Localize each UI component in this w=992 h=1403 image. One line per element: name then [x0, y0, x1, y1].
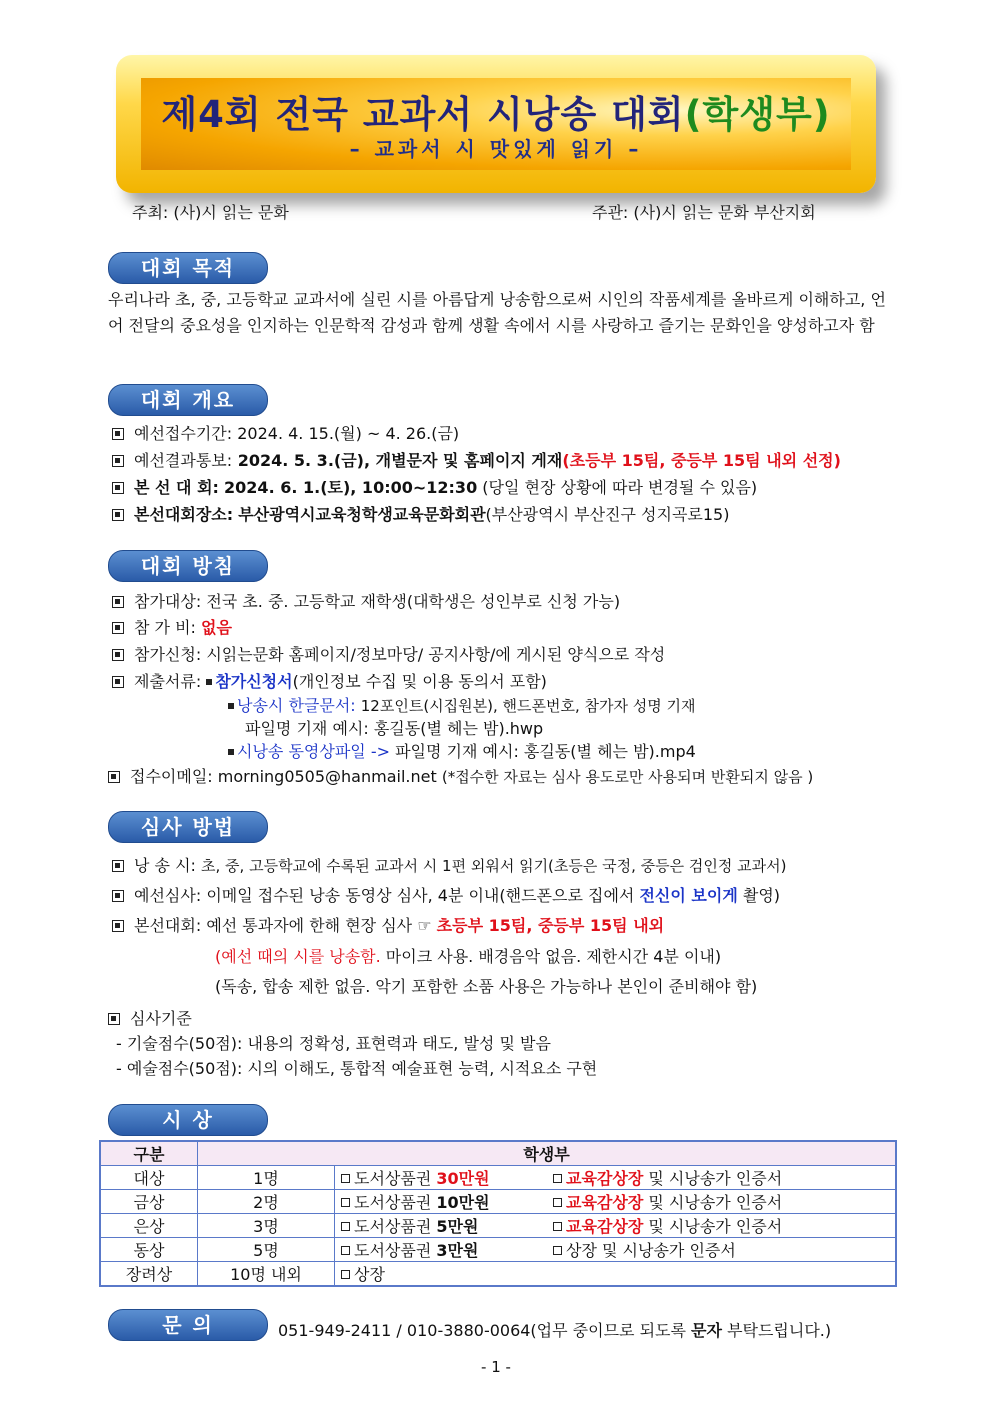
square-outline-bullet-icon: [341, 1246, 350, 1255]
checkbox-bullet-icon: [112, 649, 124, 661]
column-header: 학생부: [198, 1141, 897, 1166]
award-count: 1명: [198, 1166, 335, 1190]
policy-apply: 참가신청: 시읽는문화 홈페이지/정보마당/ 공지사항/에 게시된 양식으로 작성: [112, 644, 665, 666]
page-number: - 1 -: [481, 1358, 511, 1376]
supervisor-text: 주관: (사)시 읽는 문화 부산지회: [592, 203, 816, 222]
award-name: 대상: [100, 1166, 198, 1190]
award-prize: 도서상품권 30만원: [335, 1166, 548, 1190]
policy-email: 접수이메일: morning0505@hanmail.net (*접수한 자료는 심사 용도로만 사용되며 반환되지 않음 ): [108, 766, 813, 788]
table-row: [100, 1190, 896, 1214]
contact-heading: 문 의: [108, 1309, 268, 1341]
judging-criteria-art: - 예술점수(50점): 시의 이해도, 통합적 예술표현 능력, 시적요소 구현: [116, 1059, 598, 1078]
checkbox-bullet-icon: [108, 1013, 120, 1025]
square-outline-bullet-icon: [341, 1222, 350, 1231]
judging-prelim: 예선심사: 이메일 접수된 낭송 동영상 심사, 4분 이내(핸드폰으로 집에서 전신이 보이게 촬영): [112, 885, 780, 907]
overview-item: 예선접수기간: 2024. 4. 15.(월) ~ 4. 26.(금): [112, 423, 459, 445]
judging-poem: 낭 송 시: 초, 중, 고등학교에 수록된 교과서 시 1편 외워서 읽기(초등은 국정, 중등은 검인정 교과서): [112, 855, 786, 877]
checkbox-bullet-icon: [112, 860, 124, 872]
checkbox-bullet-icon: [112, 622, 124, 634]
award-certificate: 교육감상장 및 시낭송가 인증서: [547, 1190, 896, 1214]
square-outline-bullet-icon: [553, 1174, 562, 1183]
title-category: (학생부): [684, 93, 831, 136]
award-prize: 도서상품권 10만원: [335, 1190, 548, 1214]
policy-target: 참가대상: 전국 초. 중. 고등학교 재학생(대학생은 성인부로 신청 가능): [112, 591, 620, 613]
policy-doc3: 시낭송 동영상파일 -> 파일명 기재 예시: 홍길동(별 헤는 밤).mp4: [228, 741, 696, 763]
award-count: 3명: [198, 1214, 335, 1238]
table-row: [100, 1214, 896, 1238]
checkbox-bullet-icon: [108, 771, 120, 783]
award-name: 금상: [100, 1190, 198, 1214]
judging-final: 본선대회: 예선 통과자에 한해 현장 심사 ☞ 초등부 15팀, 중등부 15팀 내외: [112, 915, 664, 937]
policy-doc2-example: 파일명 기재 예시: 홍길동(별 헤는 밤).hwp: [245, 719, 544, 738]
square-outline-bullet-icon: [553, 1198, 562, 1207]
checkbox-bullet-icon: [112, 596, 124, 608]
award-prize: 도서상품권 5만원: [335, 1214, 548, 1238]
overview-item: 본선대회장소: 부산광역시교육청학생교육문화회관(부산광역시 부산진구 성지곡로15): [112, 504, 729, 526]
square-bullet-icon: [228, 749, 234, 755]
contact-info: 051-949-2411 / 010-3880-0064(업무 중이므로 되도록 문자 부탁드립니다.): [278, 1321, 832, 1340]
organizer-text: 주최: (사)시 읽는 문화: [132, 203, 289, 222]
purpose-heading: 대회 목적: [108, 252, 268, 284]
page-title: 제4회 전국 교과서 시낭송 대회(학생부): [161, 93, 831, 136]
policy-doc2: 낭송시 한글문서: 12포인트(시집원본), 핸드폰번호, 참가자 성명 기재: [228, 695, 695, 717]
policy-fee: 참 가 비: 없음: [112, 617, 232, 639]
square-outline-bullet-icon: [553, 1222, 562, 1231]
award-name: 장려상: [100, 1262, 198, 1287]
square-outline-bullet-icon: [341, 1174, 350, 1183]
awards-heading: 시 상: [108, 1104, 268, 1136]
checkbox-bullet-icon: [112, 509, 124, 521]
judging-criteria: 심사기준: [108, 1008, 192, 1030]
checkbox-bullet-icon: [112, 428, 124, 440]
page-subtitle: – 교과서 시 맛있게 읽기 –: [349, 137, 643, 161]
checkbox-bullet-icon: [112, 890, 124, 902]
email-address: morning0505@hanmail.net: [217, 767, 437, 786]
award-name: 동상: [100, 1238, 198, 1262]
judging-criteria-tech: - 기술점수(50점): 내용의 정확성, 표현력과 태도, 발성 및 발음: [116, 1034, 551, 1053]
square-outline-bullet-icon: [341, 1270, 350, 1279]
checkbox-bullet-icon: [112, 482, 124, 494]
overview-item: 예선결과통보: 2024. 5. 3.(금), 개별문자 및 홈페이지 게재(초등부 15팀, 중등부 15팀 내외 선정): [112, 450, 841, 472]
square-outline-bullet-icon: [553, 1246, 562, 1255]
table-row: [100, 1166, 896, 1190]
policy-docs: 제출서류: 참가신청서(개인정보 수집 및 이용 동의서 포함): [112, 671, 547, 693]
award-certificate: 교육감상장 및 시낭송가 인증서: [547, 1214, 896, 1238]
award-prize: 상장: [335, 1262, 548, 1287]
award-count: 2명: [198, 1190, 335, 1214]
table-header-row: [100, 1141, 896, 1166]
table-row: [100, 1262, 896, 1287]
judging-heading: 심사 방법: [108, 811, 268, 843]
square-outline-bullet-icon: [341, 1198, 350, 1207]
award-certificate: 상장 및 시낭송가 인증서: [547, 1238, 896, 1262]
award-count: 10명 내외: [198, 1262, 335, 1287]
award-prize: 도서상품권 3만원: [335, 1238, 548, 1262]
square-bullet-icon: [206, 679, 212, 685]
table-row: [100, 1238, 896, 1262]
purpose-text: 우리나라 초, 중, 고등학교 교과서에 실린 시를 아름답게 낭송함으로써 시인의 작품세계를 올바르게 이해하고, 언어 전달의 중요성을 인지하는 인문학적 감성과 함께 생활 속에서 시를 사랑하고 즐기는 문화인을 양성하고자 함: [108, 290, 886, 335]
award-certificate: 교육감상장 및 시낭송가 인증서: [547, 1166, 896, 1190]
overview-heading: 대회 개요: [108, 384, 268, 416]
policy-heading: 대회 방침: [108, 550, 268, 582]
award-count: 5명: [198, 1238, 335, 1262]
checkbox-bullet-icon: [112, 920, 124, 932]
square-bullet-icon: [228, 703, 234, 709]
checkbox-bullet-icon: [112, 455, 124, 467]
awards-table: [99, 1140, 897, 1287]
judging-final-note1: (예선 때의 시를 낭송함. 마이크 사용. 배경음악 없음. 제한시간 4분 이내): [215, 947, 722, 966]
award-certificate: [547, 1262, 896, 1287]
column-header: 구분: [100, 1141, 198, 1166]
overview-item: 본 선 대 회: 2024. 6. 1.(토), 10:00~12:30 (당일 현장 상황에 따라 변경될 수 있음): [112, 477, 757, 499]
checkbox-bullet-icon: [112, 676, 124, 688]
award-name: 은상: [100, 1214, 198, 1238]
judging-final-note2: (독송, 합송 제한 없음. 악기 포함한 소품 사용은 가능하나 본인이 준비해야 함): [215, 977, 758, 996]
